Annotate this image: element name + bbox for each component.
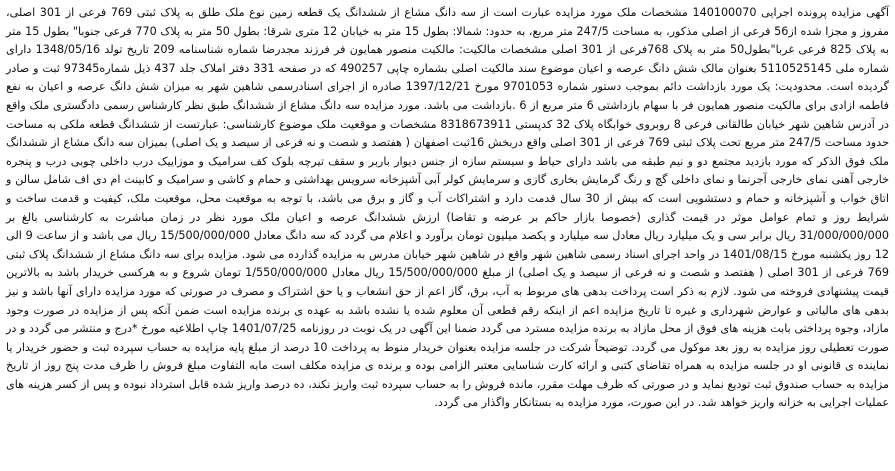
notice-body-text: آگهی مزایده پرونده اجرایی 140100070 مشخصات ملک مورد مزایده عبارت است از سه دانگ مشاع از ششدانگ یک قطعه زمین نوع ملک طلق به پلاک ثبتی 769 فرعی از 301 اصلی، مفروز و مجزا شده از56 فرعی از اصلی مذکور، به مساحت 247/5 متر مربع، به حدود: شمالا: بطول 15 متر به خیابان 12 متری شرقا: بطول 50 متر به پلاک 770 فرعی جنوبا" بطول 15 متر به پلاک 825 فرعی غربا"بطول50 متر به پلاک 768فرعی از 301 اصلی مشخصات مالکیت: مالکیت منصور همایون فر فرزند مجدرضا شماره شناسنامه 209 تاریخ تولد 1348/05/16 دارای شماره ملی 5110525145 بعنوان مالک شش دانگ عرصه و اعیان موضوع سند مالکیت اصلی بشماره چاپی 490257 که در صفحه 331 دفتر املاک جلد 437 ذیل شماره97345 ثبت و صادر گردیده است. محدودیت: یک مورد بازداشت دائم بموجب دستور شماره 9701053 مورخ 1397/12/21 صادره از اجرای اسنادرسمی شاهین شهر به میزان شش دانگ عرصه و اعیان به نفع فاطمه ازادی برای مالکیت منصور همایون فر با سهام بازداشتی 6 متر مربع از 6 .بازداشت می باشد. مورد مزایده سه دانگ مشاع از ششدانگ طبق نظر کارشناس رسمی دادگستری ملک واقع در آدرس شاهین شهر خیابان طالقانی فرعی 8 روبروی خوابگاه پلاک 32 کدپستی 8318673911 مشخصات و موقعیت ملک موضوع کارشناسی: عبارتست از ششدانگ قطعه ملکی به مساحت حدود مساحت 247/5 متر مربع تحت پلاک ثبتی 769 فرعی از 301 اصلی واقع دربخش 16ثبت اصفهان ( هفتصد و شصت و نه فرعی از سیصد و یک اصلی) بمیزان سه دانگ مشاع از ششدانگ ملک فوق الذکر که مورد بازدید مجتمع دو و نیم طبقه می باشد دارای حیاط و سیستم سازه از جنس دیوار باربر و سقف تیرچه بلوک کف سرامیک و موزاییک درب داخلی چوبی درب و پنجره خارجی آهنی نمای خارجی آجرنما و نمای داخلی گچ و رنگ گرمایش بخاری گازی و سرمایش کولر آبی آشپزخانه سرویس بهداشتی و حمام و کاشی و سرامیک و کابینت ام دی اف شامل سالن و اتاق خواب و آشپزخانه و حمام و دستشویی است که بیش از 30 سال قدمت دارد و اشتراکات آب و گاز و برق می باشد، با توجه به موقعیت محل، موقعیت ملک، کیفیت و قدمت ساخت و شرایط روز و تمام عوامل موثر در قیمت گذاری (خصوصا بازار حاکم بر عرضه و تقاضا) ارزش ششدانگ عرصه و اعیان ملک مورد نظر در زمان مباشرت به کارشناسی بالغ بر 31/000/000/000 ریال برابر سی و یک میلیارد ریال معادل سه میلیارد و یکصد میلیون تومان برآورد و اعلام می گردد که سه دانگ معادل 15/500/000/000 ریال می باشد و از ساعت 9 الی 12 روز یکشنبه مورخ 1401/08/15 در واحد اجرای اسناد رسمی شاهین شهر واقع در شاهین شهر خیابان مدرس به مزایده گذارده می شود. مزایده برای سه دانگ مشاع از ششدانگ پلاک ثبتی 769 فرعی از 301 اصلی ( هفتصد و شصت و نه فرعی از سیصد و یک اصلی) از مبلغ 15/500/000/000 ریال معادل 1/550/000/000 تومان شروع و به هرکسی خریدار باشد به بالاترین قیمت پیشنهادی فروخته می شود. لازم به ذکر است پرداخت بدهی های مربوط به آب، برق، گاز اعم از حق انشعاب و یا حق اشتراک و مصرف در صورتی که مورد مزایده دارای آنها باشد و نیز بدهی های مالیاتی و عوارض شهرداری و غیره تا تاریخ مزایده اعم از اینکه رقم قطعی آن معلوم شده یا نشده باشد به عهده ی برنده مزایده است ضمن آنکه پس از مزایده در صورت وجود مازاد، وجوه پرداختی بابت هزینه های فوق از محل مازاد به برنده مزایده مسترد می گردد ضمنا این آگهی در یک نوبت در روزنامه 1401/07/25 چاپ اطلاعیه مورخ *درج و منتشر می گردد و در صورت تعطیلی روز مزایده به روز بعد موکول می گردد. توضیحاً شرکت در جلسه مزایده بعنوان خریدار منوط به پرداخت 10 درصد از مبلغ پایه مزایده به حساب سپرده ثبت و حضور خریدار یا نماینده ی قانونی او در جلسه مزایده به همراه تقاضای کتبی و ارائه کارت شناسایی معتبر الزامی بوده و برنده ی مزایده مکلف است مابه التفاوت مبلغ فروش را ظرف مدت پنج روز از تاریخ مزایده به حساب صندوق ثبت تودیع نماید و در صورتی که ظرف مهلت مقرر، مانده فروش را به حساب سپرده ثبت واریز نکند، ده درصد واریز شده قابل استرداد نبوده و پس از کسر هزینه های عملیات اجرایی به خزانه واریز خواهد شد. در این صورت، مورد مزایده به بستانکار واگذار می گردد.	[6, 6, 890, 410]
